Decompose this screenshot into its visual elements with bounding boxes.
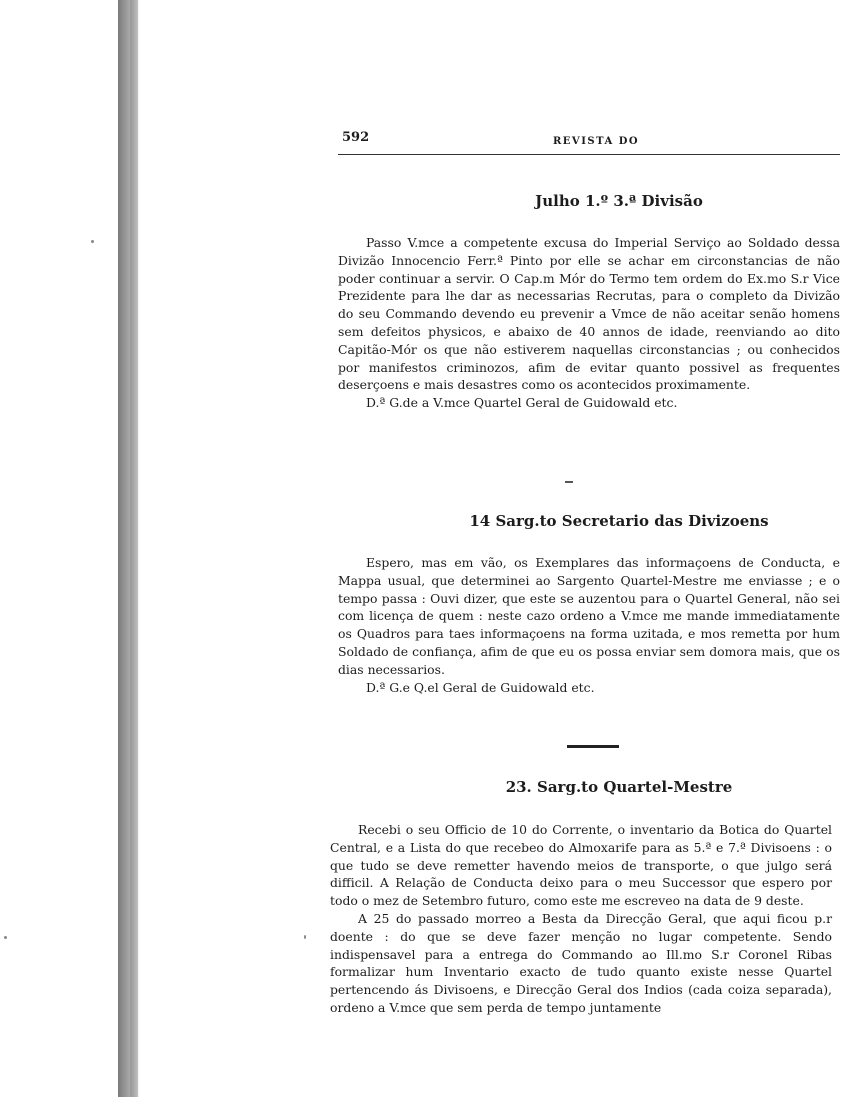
entry-signoff: D.ª G.e Q.el Geral de Guidowald etc.: [366, 679, 595, 695]
gutter-shading: [130, 0, 140, 1097]
entry-signoff: D.ª G.de a V.mce Quartel Geral de Guidowald etc.: [366, 395, 678, 411]
entry-text: [338, 234, 840, 394]
running-title: REVISTA DO: [553, 136, 640, 147]
paragraph: Recebi o seu Officio de 10 do Corrente, o inventario da Botica do Quartel Central, e a Lista do que recebeo do Almoxarife para as 5.ª e 7.ª Divisoens : o que tudo se deve remetter havendo meios de transporte, o que julgo será difficil. A Relação de Conducta deixo para o meu Successor que espero por todo o mez de Setembro futuro, como este me escreveo na data de 9 deste.: [330, 822, 832, 909]
paragraph: A 25 do passado morreo a Besta da Direcção Geral, que aqui ficou p.r doente : do que se deve fazer menção no lugar competente. Sendo indispensavel para a entrega do Commando ao Ill.mo S.r Coronel Ribas formalizar hum Inventario exacto de tudo quanto existe nesse Quartel pertencendo ás Divisoens, e Direcção Geral dos Indios (cada coiza separada), ordeno a V.mce que sem perda de tempo juntamente: [330, 910, 832, 1015]
page-number: 592: [342, 130, 370, 145]
entry-text: [338, 554, 840, 679]
entry-heading: 14 Sarg.to Secretario das Divizoens: [469, 512, 769, 530]
entry-text: [330, 821, 832, 1017]
book-page: [330, 120, 840, 1015]
paper-speck: [304, 935, 306, 939]
paper-speck: [91, 240, 94, 243]
entry-block: [338, 234, 840, 412]
entry-heading: Julho 1.º 3.ª Divisão: [535, 192, 703, 210]
paper-speck: [4, 936, 7, 939]
running-head: [338, 120, 840, 155]
entry-block: [330, 821, 832, 1017]
section-separator-rule: [567, 745, 619, 748]
entry-heading: 23. Sarg.to Quartel-Mestre: [505, 778, 733, 796]
entry-block: [338, 554, 840, 696]
paragraph: Passo V.mce a competente excusa do Imperial Serviço ao Soldado dessa Divizão Innocencio Ferr.ª Pinto por elle se achar em circonstancias de não poder continuar a servir. O Cap.m Mór do Termo tem ordem do Ex.mo S.r Vice Prezidente para lhe dar as necessarias Recrutas, para o completo da Divizão do seu Commando devendo eu prevenir a Vmce de não aceitar senão homens sem defeitos physicos, e abaixo de 40 annos de idade, reenviando ao dito Capitão-Mór os que não estiverem naquellas circonstancias ; ou conhecidos por manifestos criminozos, afim de evitar quanto possivel as frequentes deserçoens e mais desastres como os acontecidos proximamente.: [338, 235, 840, 393]
paragraph: Espero, mas em vão, os Exemplares das informaçoens de Conducta, e Mappa usual, que determinei ao Sargento Quartel-Mestre me enviasse ; e o tempo passa : Ouvi dizer, que este se auzentou para o Quartel General, não sei com licença de quem : neste cazo ordeno a V.mce me mande immediatamente os Quadros para taes informaçoens na forma uzitada, e mos remetta por hum Soldado de confiança, afim de que eu os possa enviar sem domora mais, que os dias necessarios.: [338, 555, 840, 677]
section-separator-dash: [565, 481, 573, 483]
